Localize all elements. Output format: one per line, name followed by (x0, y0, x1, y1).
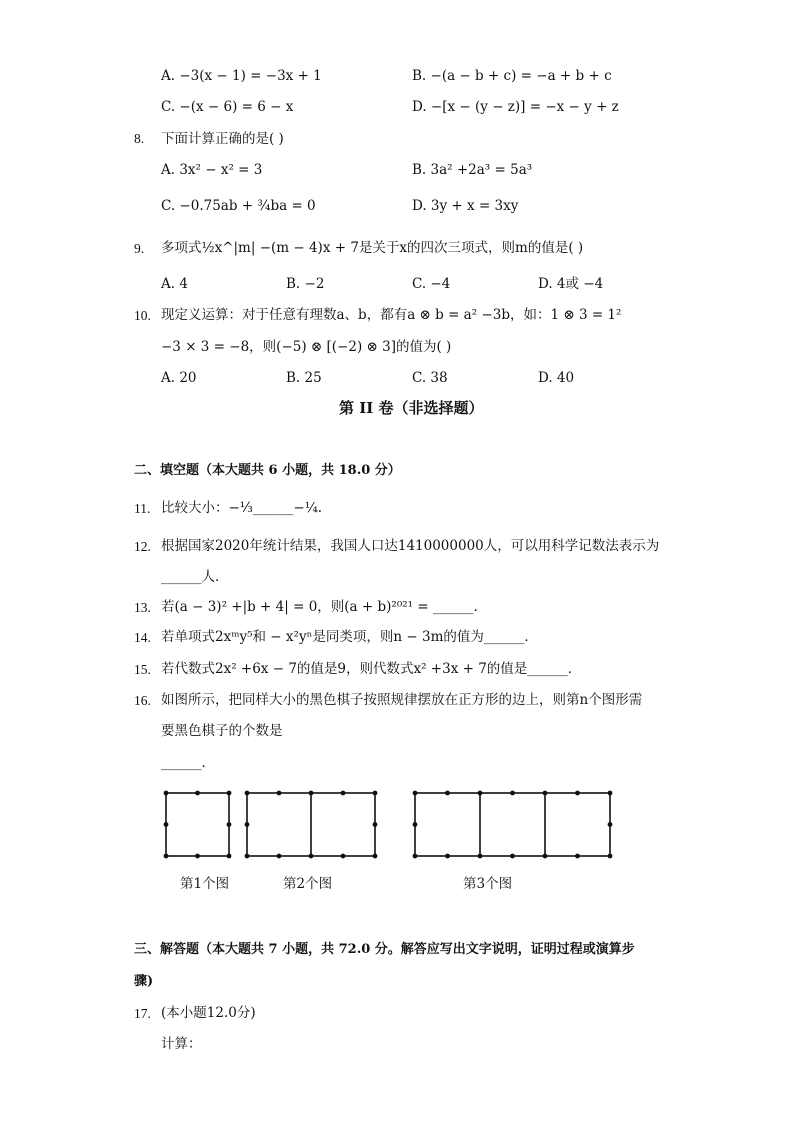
section3-heading-cont: 骤) (134, 974, 154, 989)
part2-title: 第 II 卷（非选择题） (339, 399, 484, 417)
q9-option-c: C. −4 (412, 276, 451, 292)
q9-option-b: B. −2 (286, 276, 325, 292)
q10-number: 10. (134, 308, 151, 323)
q16-figure-3 (408, 786, 618, 864)
q10-line1: 现定义运算：对于任意有理数a、b，都有a ⊗ b = a² −3b，如：1 ⊗ 3 = 1² (161, 307, 622, 323)
section2-heading: 二、填空题（本大题共 6 小题，共 18.0 分） (134, 463, 401, 478)
q7-option-d: D. −[x − (y − z)] = −x − y + z (412, 99, 619, 115)
q15-text: 若代数式2x² +6x − 7的值是9，则代数式x² +3x + 7的值是______． (161, 661, 582, 677)
q17-instruction: 计算： (161, 1036, 202, 1052)
q9-number: 9. (134, 241, 145, 256)
q16-line1: 如图所示，把同样大小的黑色棋子按照规律摆放在正方形的边上，则第n个图形需 (161, 692, 643, 708)
q9-option-a: A. 4 (161, 276, 188, 292)
q16-line3: ______． (161, 755, 215, 771)
q8-option-b: B. 3a² +2a³ = 5a³ (412, 162, 533, 178)
q10-option-c: C. 38 (412, 370, 448, 386)
q14-text: 若单项式2xᵐy⁵和 − x²yⁿ是同类项，则n − 3m的值为______． (161, 629, 538, 645)
q8-option-a: A. 3x² − x² = 3 (161, 162, 263, 178)
q17-number: 17. (134, 1006, 151, 1021)
q16-figure-1 (158, 786, 238, 864)
q13-text: 若(a − 3)² +|b + 4| = 0，则(a + b)²⁰²¹ = ______． (161, 599, 487, 615)
q11-text: 比较大小：−⅓______−¼. (161, 500, 323, 516)
q16-fig1-caption: 第1个图 (180, 876, 230, 892)
section3-heading: 三、解答题（本大题共 7 小题，共 72.0 分。解答应写出文字说明，证明过程或演算步 (134, 942, 635, 957)
q11-number: 11. (134, 501, 151, 516)
q8-stem: 下面计算正确的是( ) (161, 131, 284, 147)
q8-option-d: D. 3y + x = 3xy (412, 198, 519, 214)
q10-option-b: B. 25 (286, 370, 322, 386)
q9-option-d: D. 4或 −4 (538, 276, 604, 292)
q16-number: 16. (134, 693, 151, 708)
q17-score: (本小题12.0分) (161, 1005, 256, 1021)
q7-option-b: B. −(a − b + c) = −a + b + c (412, 68, 612, 84)
q10-option-d: D. 40 (538, 370, 575, 386)
q8-option-c: C. −0.75ab + ¾ba = 0 (161, 198, 316, 214)
q12-line1: 根据国家2020年统计结果，我国人口达1410000000人，可以用科学记数法表示为 (161, 538, 660, 554)
q9-stem: 多项式½x^|m| −(m − 4)x + 7是关于x的四次三项式，则m的值是( ) (161, 240, 584, 256)
q12-line2: ______人． (161, 569, 229, 585)
q10-option-a: A. 20 (161, 370, 197, 386)
q15-number: 15. (134, 662, 151, 677)
q12-number: 12. (134, 539, 151, 554)
q8-number: 8. (134, 131, 145, 146)
q13-number: 13. (134, 600, 151, 615)
q16-fig2-caption: 第2个图 (283, 876, 333, 892)
q7-option-a: A. −3(x − 1) = −3x + 1 (161, 68, 322, 84)
q14-number: 14. (134, 630, 151, 645)
q10-line2: −3 × 3 = −8，则(−5) ⊗ [(−2) ⊗ 3]的值为( ) (161, 339, 452, 355)
q7-option-c: C. −(x − 6) = 6 − x (161, 99, 294, 115)
q16-line2: 要黑色棋子的个数是 (161, 723, 283, 739)
q16-fig3-caption: 第3个图 (463, 876, 513, 892)
q16-figure-2 (240, 786, 382, 864)
